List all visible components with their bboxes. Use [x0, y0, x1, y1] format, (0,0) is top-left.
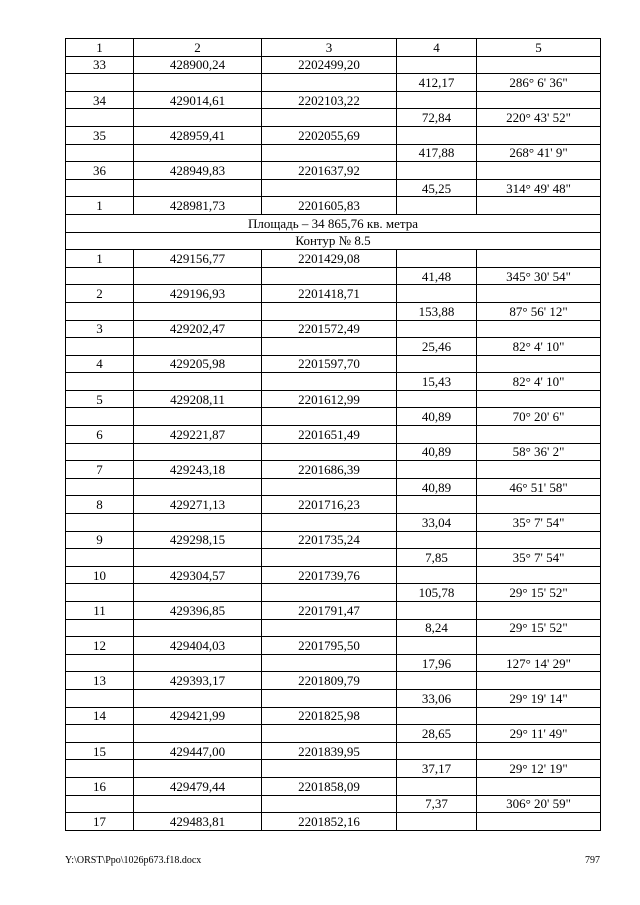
segment-length: 40,89: [397, 478, 477, 496]
empty-cell: [262, 760, 397, 778]
coord-y: 2201735,24: [262, 531, 397, 549]
empty-cell: [397, 320, 477, 338]
segment-angle: 306° 20' 59": [477, 795, 601, 813]
header-cell-1: 1: [66, 39, 134, 57]
empty-cell: [262, 478, 397, 496]
point-number: 12: [66, 637, 134, 655]
empty-cell: [66, 478, 134, 496]
coord-y: 2201791,47: [262, 602, 397, 620]
segment-row: [66, 795, 601, 813]
empty-cell: [397, 707, 477, 725]
segment-angle: 82° 4' 10": [477, 373, 601, 391]
segment-row: [66, 584, 601, 602]
point-row: [66, 777, 601, 795]
empty-cell: [66, 760, 134, 778]
empty-cell: [262, 654, 397, 672]
empty-cell: [66, 584, 134, 602]
coord-x: 429483,81: [134, 813, 262, 831]
segment-angle: 268° 41' 9": [477, 144, 601, 162]
point-row: [66, 602, 601, 620]
point-row: [66, 320, 601, 338]
point-number: 6: [66, 426, 134, 444]
coord-y: 2202499,20: [262, 56, 397, 74]
empty-cell: [134, 584, 262, 602]
empty-cell: [397, 197, 477, 215]
coord-x: 429393,17: [134, 672, 262, 690]
point-row: [66, 566, 601, 584]
segment-length: 40,89: [397, 443, 477, 461]
segment-length: 412,17: [397, 74, 477, 92]
empty-cell: [397, 742, 477, 760]
coord-x: 428959,41: [134, 126, 262, 144]
point-number: 2: [66, 285, 134, 303]
coord-x: 429421,99: [134, 707, 262, 725]
empty-cell: [477, 162, 601, 180]
point-number: 16: [66, 777, 134, 795]
empty-cell: [477, 461, 601, 479]
segment-length: 25,46: [397, 338, 477, 356]
segment-length: 7,37: [397, 795, 477, 813]
segment-row: [66, 478, 601, 496]
coord-x: 429208,11: [134, 390, 262, 408]
coord-x: 429243,18: [134, 461, 262, 479]
empty-cell: [477, 496, 601, 514]
empty-cell: [66, 725, 134, 743]
point-number: 17: [66, 813, 134, 831]
empty-cell: [397, 531, 477, 549]
point-number: 35: [66, 126, 134, 144]
point-row: [66, 637, 601, 655]
empty-cell: [262, 302, 397, 320]
empty-cell: [262, 74, 397, 92]
empty-cell: [66, 373, 134, 391]
page-number: 797: [585, 855, 600, 866]
empty-cell: [262, 725, 397, 743]
point-row: [66, 461, 601, 479]
empty-cell: [66, 302, 134, 320]
point-row: [66, 672, 601, 690]
empty-cell: [397, 672, 477, 690]
header-cell-3: 3: [262, 39, 397, 57]
empty-cell: [262, 179, 397, 197]
segment-length: 153,88: [397, 302, 477, 320]
empty-cell: [397, 355, 477, 373]
segment-angle: 35° 7' 54": [477, 549, 601, 567]
empty-cell: [397, 56, 477, 74]
point-row: [66, 355, 601, 373]
empty-cell: [262, 689, 397, 707]
segment-angle: 82° 4' 10": [477, 338, 601, 356]
segment-angle: 58° 36' 2": [477, 443, 601, 461]
coord-y: 2201637,92: [262, 162, 397, 180]
empty-cell: [477, 355, 601, 373]
empty-cell: [134, 514, 262, 532]
empty-cell: [477, 56, 601, 74]
coord-x: 429298,15: [134, 531, 262, 549]
empty-cell: [477, 707, 601, 725]
point-number: 5: [66, 390, 134, 408]
segment-length: 40,89: [397, 408, 477, 426]
empty-cell: [134, 302, 262, 320]
document-path: Y:\ORST\Ppo\1026p673.f18.docx: [65, 855, 202, 866]
empty-cell: [262, 619, 397, 637]
point-row: [66, 162, 601, 180]
empty-cell: [262, 795, 397, 813]
coord-y: 2202103,22: [262, 91, 397, 109]
section-text: Контур № 8.5: [66, 232, 601, 250]
point-row: [66, 813, 601, 831]
point-row: [66, 707, 601, 725]
point-number: 13: [66, 672, 134, 690]
point-number: 7: [66, 461, 134, 479]
empty-cell: [477, 197, 601, 215]
point-number: 33: [66, 56, 134, 74]
coord-x: 429205,98: [134, 355, 262, 373]
segment-angle: 46° 51' 58": [477, 478, 601, 496]
empty-cell: [397, 285, 477, 303]
empty-cell: [397, 91, 477, 109]
empty-cell: [66, 179, 134, 197]
header-cell-4: 4: [397, 39, 477, 57]
empty-cell: [262, 443, 397, 461]
point-number: 1: [66, 197, 134, 215]
empty-cell: [262, 549, 397, 567]
segment-row: [66, 689, 601, 707]
segment-angle: 127° 14' 29": [477, 654, 601, 672]
empty-cell: [134, 179, 262, 197]
coord-x: 429221,87: [134, 426, 262, 444]
coord-x: 429271,13: [134, 496, 262, 514]
segment-angle: 220° 43' 52": [477, 109, 601, 127]
segment-length: 45,25: [397, 179, 477, 197]
point-number: 9: [66, 531, 134, 549]
empty-cell: [397, 390, 477, 408]
point-number: 15: [66, 742, 134, 760]
point-row: [66, 742, 601, 760]
empty-cell: [66, 514, 134, 532]
coord-x: 428949,83: [134, 162, 262, 180]
segment-length: 417,88: [397, 144, 477, 162]
empty-cell: [477, 250, 601, 268]
segment-row: [66, 514, 601, 532]
segment-row: [66, 179, 601, 197]
empty-cell: [66, 654, 134, 672]
segment-row: [66, 267, 601, 285]
segment-angle: 29° 19' 14": [477, 689, 601, 707]
empty-cell: [262, 514, 397, 532]
point-row: [66, 285, 601, 303]
coord-x: 429304,57: [134, 566, 262, 584]
header-cell-5: 5: [477, 39, 601, 57]
point-row: [66, 531, 601, 549]
segment-length: 7,85: [397, 549, 477, 567]
segment-angle: 70° 20' 6": [477, 408, 601, 426]
empty-cell: [262, 584, 397, 602]
empty-cell: [134, 144, 262, 162]
segment-row: [66, 302, 601, 320]
empty-cell: [477, 813, 601, 831]
section-text: Площадь – 34 865,76 кв. метра: [66, 214, 601, 232]
empty-cell: [134, 338, 262, 356]
coord-x: 429014,61: [134, 91, 262, 109]
empty-cell: [66, 109, 134, 127]
empty-cell: [66, 689, 134, 707]
coord-x: 429404,03: [134, 637, 262, 655]
empty-cell: [262, 144, 397, 162]
segment-length: 8,24: [397, 619, 477, 637]
coord-y: 2201418,71: [262, 285, 397, 303]
empty-cell: [262, 373, 397, 391]
empty-cell: [477, 91, 601, 109]
point-row: [66, 250, 601, 268]
empty-cell: [134, 74, 262, 92]
point-row: [66, 426, 601, 444]
point-number: 4: [66, 355, 134, 373]
segment-length: 105,78: [397, 584, 477, 602]
segment-row: [66, 408, 601, 426]
empty-cell: [134, 760, 262, 778]
empty-cell: [477, 285, 601, 303]
segment-row: [66, 74, 601, 92]
empty-cell: [66, 549, 134, 567]
point-row: [66, 126, 601, 144]
empty-cell: [134, 373, 262, 391]
segment-angle: 29° 11' 49": [477, 725, 601, 743]
table-header-row: [66, 39, 601, 57]
point-number: 3: [66, 320, 134, 338]
empty-cell: [66, 795, 134, 813]
empty-cell: [397, 162, 477, 180]
segment-length: 33,06: [397, 689, 477, 707]
header-cell-2: 2: [134, 39, 262, 57]
coord-y: 2201605,83: [262, 197, 397, 215]
empty-cell: [134, 408, 262, 426]
empty-cell: [397, 637, 477, 655]
point-row: [66, 91, 601, 109]
empty-cell: [397, 126, 477, 144]
segment-angle: 87° 56' 12": [477, 302, 601, 320]
segment-length: 41,48: [397, 267, 477, 285]
segment-row: [66, 109, 601, 127]
empty-cell: [262, 408, 397, 426]
empty-cell: [262, 109, 397, 127]
segment-row: [66, 373, 601, 391]
empty-cell: [66, 267, 134, 285]
empty-cell: [134, 549, 262, 567]
empty-cell: [477, 320, 601, 338]
segment-row: [66, 338, 601, 356]
point-number: 14: [66, 707, 134, 725]
empty-cell: [134, 795, 262, 813]
coord-x: 429196,93: [134, 285, 262, 303]
segment-angle: 29° 12' 19": [477, 760, 601, 778]
coord-x: 428981,73: [134, 197, 262, 215]
point-row: [66, 197, 601, 215]
coord-y: 2201795,50: [262, 637, 397, 655]
segment-row: [66, 725, 601, 743]
empty-cell: [134, 619, 262, 637]
empty-cell: [397, 777, 477, 795]
empty-cell: [477, 742, 601, 760]
point-number: 11: [66, 602, 134, 620]
empty-cell: [66, 443, 134, 461]
empty-cell: [134, 443, 262, 461]
coord-y: 2201825,98: [262, 707, 397, 725]
empty-cell: [397, 602, 477, 620]
segment-row: [66, 760, 601, 778]
coord-y: 2201597,70: [262, 355, 397, 373]
empty-cell: [477, 672, 601, 690]
empty-cell: [477, 777, 601, 795]
segment-row: [66, 619, 601, 637]
point-row: [66, 496, 601, 514]
segment-length: 37,17: [397, 760, 477, 778]
coordinates-table: [65, 38, 601, 831]
empty-cell: [397, 813, 477, 831]
segment-angle: 35° 7' 54": [477, 514, 601, 532]
point-row: [66, 390, 601, 408]
coord-x: 429396,85: [134, 602, 262, 620]
segment-row: [66, 549, 601, 567]
empty-cell: [477, 566, 601, 584]
point-row: [66, 56, 601, 74]
section-row: [66, 232, 601, 250]
empty-cell: [134, 654, 262, 672]
segment-angle: 29° 15' 52": [477, 584, 601, 602]
segment-angle: 314° 49' 48": [477, 179, 601, 197]
segment-angle: 286° 6' 36": [477, 74, 601, 92]
segment-row: [66, 654, 601, 672]
empty-cell: [397, 461, 477, 479]
coord-x: 429202,47: [134, 320, 262, 338]
coord-x: 429156,77: [134, 250, 262, 268]
empty-cell: [134, 689, 262, 707]
point-number: 36: [66, 162, 134, 180]
empty-cell: [134, 109, 262, 127]
point-number: 10: [66, 566, 134, 584]
segment-length: 33,04: [397, 514, 477, 532]
empty-cell: [477, 126, 601, 144]
empty-cell: [477, 637, 601, 655]
coord-y: 2201612,99: [262, 390, 397, 408]
point-number: 8: [66, 496, 134, 514]
empty-cell: [66, 74, 134, 92]
segment-angle: 29° 15' 52": [477, 619, 601, 637]
segment-length: 17,96: [397, 654, 477, 672]
empty-cell: [397, 496, 477, 514]
coord-y: 2201651,49: [262, 426, 397, 444]
coord-y: 2201852,16: [262, 813, 397, 831]
table-body: [66, 56, 601, 830]
empty-cell: [477, 602, 601, 620]
empty-cell: [134, 725, 262, 743]
coord-y: 2201739,76: [262, 566, 397, 584]
segment-angle: 345° 30' 54": [477, 267, 601, 285]
coord-y: 2201858,09: [262, 777, 397, 795]
empty-cell: [262, 338, 397, 356]
empty-cell: [397, 250, 477, 268]
coord-y: 2201686,39: [262, 461, 397, 479]
segment-row: [66, 144, 601, 162]
coord-x: 428900,24: [134, 56, 262, 74]
empty-cell: [477, 390, 601, 408]
empty-cell: [66, 144, 134, 162]
coord-x: 429479,44: [134, 777, 262, 795]
coord-y: 2201572,49: [262, 320, 397, 338]
section-row: [66, 214, 601, 232]
coord-y: 2201429,08: [262, 250, 397, 268]
segment-row: [66, 443, 601, 461]
coord-y: 2201839,95: [262, 742, 397, 760]
empty-cell: [262, 267, 397, 285]
coord-x: 429447,00: [134, 742, 262, 760]
point-number: 1: [66, 250, 134, 268]
segment-length: 15,43: [397, 373, 477, 391]
empty-cell: [66, 619, 134, 637]
empty-cell: [134, 267, 262, 285]
empty-cell: [134, 478, 262, 496]
empty-cell: [477, 531, 601, 549]
empty-cell: [66, 338, 134, 356]
empty-cell: [397, 426, 477, 444]
segment-length: 28,65: [397, 725, 477, 743]
point-number: 34: [66, 91, 134, 109]
coord-y: 2201809,79: [262, 672, 397, 690]
empty-cell: [66, 408, 134, 426]
empty-cell: [477, 426, 601, 444]
segment-length: 72,84: [397, 109, 477, 127]
coord-y: 2202055,69: [262, 126, 397, 144]
coord-y: 2201716,23: [262, 496, 397, 514]
empty-cell: [397, 566, 477, 584]
